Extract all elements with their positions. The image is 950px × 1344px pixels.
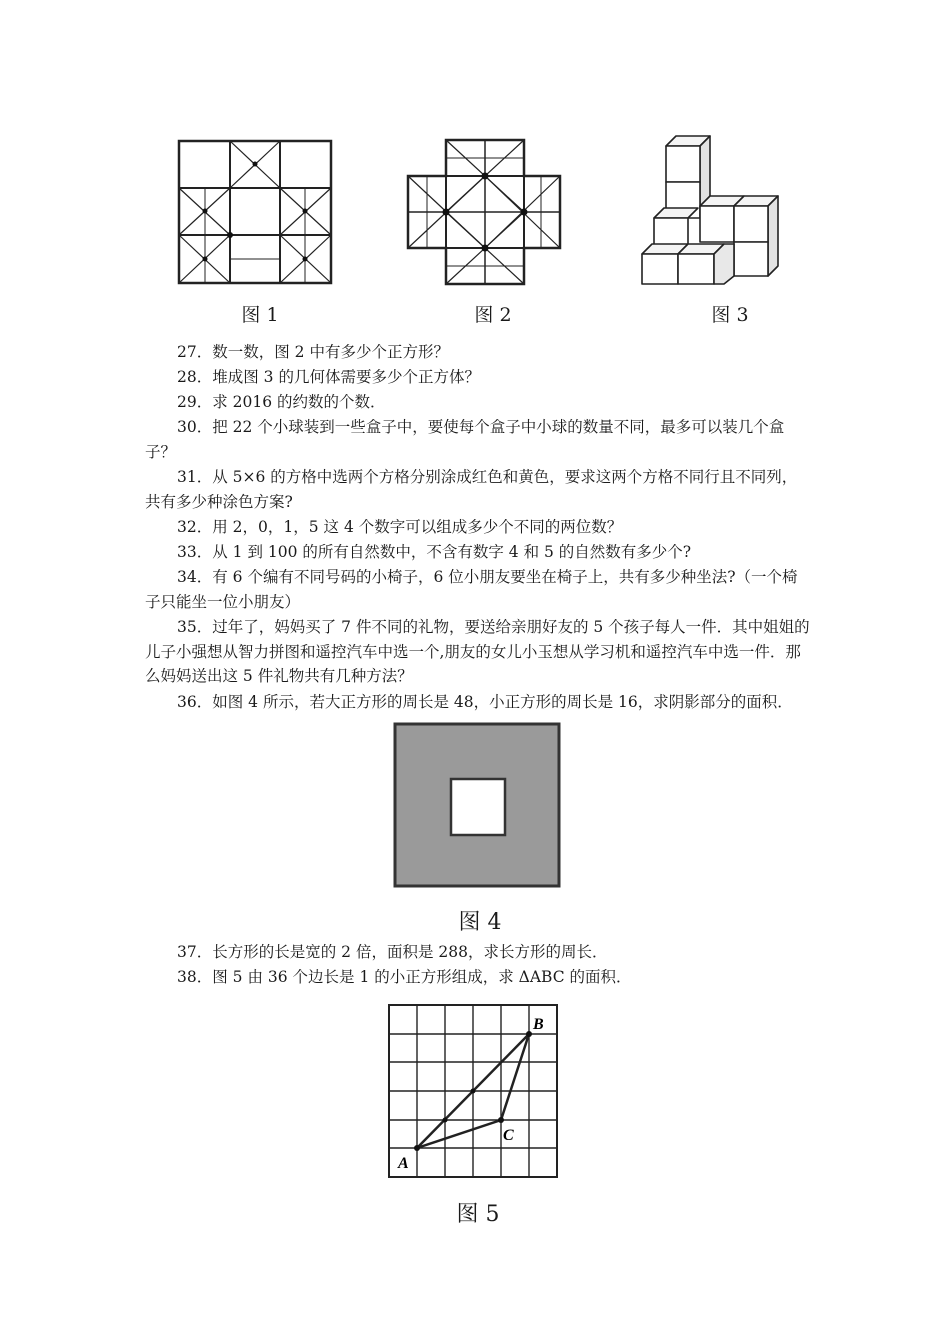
figure-4-shaded-square — [393, 722, 563, 888]
figure-2-cross-grid — [404, 138, 564, 288]
figure-1-grid — [175, 139, 335, 287]
figure-5-caption: 图 5 — [456, 1202, 500, 1227]
figure-3-cube-stack — [640, 132, 780, 287]
question-36: 36．如图 4 所示，若大正方形的周长是 48，小正方形的周长是 16，求阴影部分的面积． — [177, 693, 793, 711]
figure-2-caption: 图 2 — [474, 304, 512, 326]
question-28: 28．堆成图 3 的几何体需要多少个正方体？ — [177, 368, 480, 386]
figure-3-caption: 图 3 — [711, 304, 749, 326]
question-31: 31．从 5×6 的方格中选两个方格分别涂成红色和黄色，要求这两个方格不同行且不同列，共有多少种涂色方案? — [145, 468, 798, 511]
question-35: 35．过年了，妈妈买了 7 件不同的礼物，要送给亲朋好友的 5 个孩子每人一件．其中姐姐的儿子小强想从智力拼图和遥控汽车中选一个,朋友的女儿小玉想从学习机和遥控汽车中选一件．那么妈妈送出这 5 件礼物共有几种方法？ — [145, 618, 810, 685]
question-27: 27．数一数，图 2 中有多少个正方形？ — [177, 343, 449, 361]
question-37: 37．长方形的长是宽的 2 倍，面积是 288，求长方形的周长． — [177, 943, 608, 961]
figure-1-caption: 图 1 — [241, 304, 279, 326]
figure-4-caption: 图 4 — [458, 910, 502, 935]
point-label-a: A — [398, 1155, 409, 1172]
question-34: 34．有 6 个编有不同号码的小椅子，6 位小朋友要坐在椅子上，共有多少种坐法?（一个椅子只能坐一位小朋友） — [145, 568, 798, 611]
question-32: 32．用 2，0，1，5 这 4 个数字可以组成多少个不同的两位数？ — [177, 518, 623, 536]
question-33: 33．从 1 到 100 的所有自然数中，不含有数字 4 和 5 的自然数有多少个? — [177, 543, 692, 561]
figure-5-grid-triangle — [386, 1002, 566, 1182]
question-29: 29．求 2016 的约数的个数． — [177, 393, 386, 411]
point-label-c: C — [503, 1127, 514, 1144]
point-label-b: B — [533, 1016, 544, 1033]
question-38: 38．图 5 由 36 个边长是 1 的小正方形组成，求 ΔABC 的面积． — [177, 968, 632, 986]
question-30: 30．把 22 个小球装到一些盒子中，要使每个盒子中小球的数量不同，最多可以装几个盒子？ — [145, 418, 785, 461]
